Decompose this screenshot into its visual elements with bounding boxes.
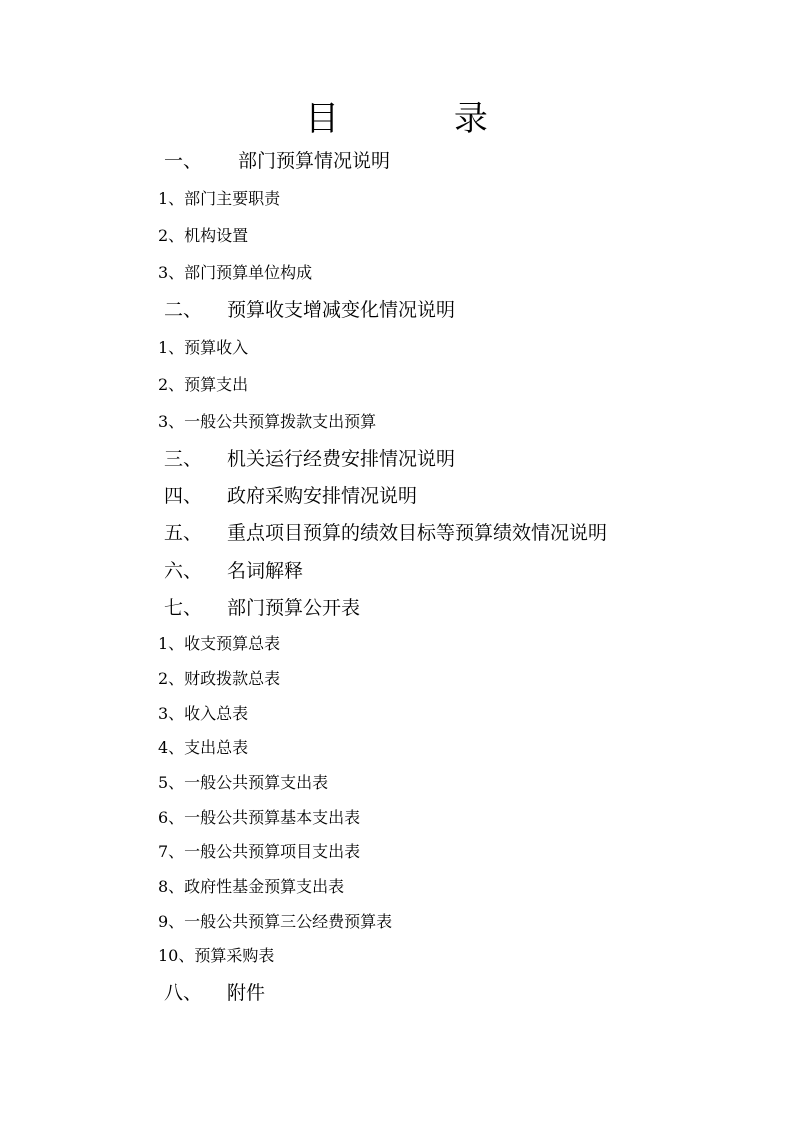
section-heading-1 (164, 148, 391, 174)
section-number: 三、 (164, 448, 203, 470)
toc-item: 2、机构设置 (158, 226, 249, 245)
section-heading-3 (164, 446, 456, 472)
toc-item: 1、收支预算总表 (158, 634, 281, 653)
toc-item: 4、支出总表 (158, 738, 249, 757)
section-title: 机关运行经费安排情况说明 (227, 448, 456, 470)
section-number: 五、 (164, 522, 203, 544)
toc-item: 9、一般公共预算三公经费预算表 (158, 912, 393, 931)
section-number: 四、 (164, 485, 203, 507)
section-heading-6 (164, 558, 304, 584)
section-title: 部门预算情况说明 (238, 150, 391, 172)
section-number: 六、 (164, 560, 203, 582)
section-title: 名词解释 (227, 560, 304, 582)
section-heading-7 (164, 595, 361, 621)
toc-item: 6、一般公共预算基本支出表 (158, 808, 361, 827)
toc-item: 3、部门预算单位构成 (158, 263, 313, 282)
section-heading-8 (164, 980, 266, 1006)
toc-item: 2、财政拨款总表 (158, 669, 281, 688)
toc-item: 7、一般公共预算项目支出表 (158, 842, 361, 861)
section-heading-4 (164, 483, 418, 509)
toc-item: 3、收入总表 (158, 704, 249, 723)
section-number: 八、 (164, 982, 203, 1004)
section-title: 预算收支增减变化情况说明 (227, 299, 456, 321)
toc-item: 10、预算采购表 (158, 946, 275, 965)
section-heading-5 (164, 520, 608, 546)
section-title: 重点项目预算的绩效目标等预算绩效情况说明 (227, 522, 608, 544)
section-title: 部门预算公开表 (227, 597, 361, 619)
section-number: 一、 (164, 150, 203, 172)
toc-item: 5、一般公共预算支出表 (158, 773, 329, 792)
page-title: 目 录 (305, 99, 540, 139)
section-title: 附件 (227, 982, 266, 1004)
toc-item: 1、部门主要职责 (158, 189, 281, 208)
toc-item: 8、政府性基金预算支出表 (158, 877, 345, 896)
toc-item: 3、一般公共预算拨款支出预算 (158, 412, 377, 431)
toc-item: 1、预算收入 (158, 338, 249, 357)
section-title: 政府采购安排情况说明 (227, 485, 418, 507)
section-heading-2 (164, 297, 456, 323)
section-number: 七、 (164, 597, 203, 619)
section-number: 二、 (164, 299, 203, 321)
toc-item: 2、预算支出 (158, 375, 249, 394)
